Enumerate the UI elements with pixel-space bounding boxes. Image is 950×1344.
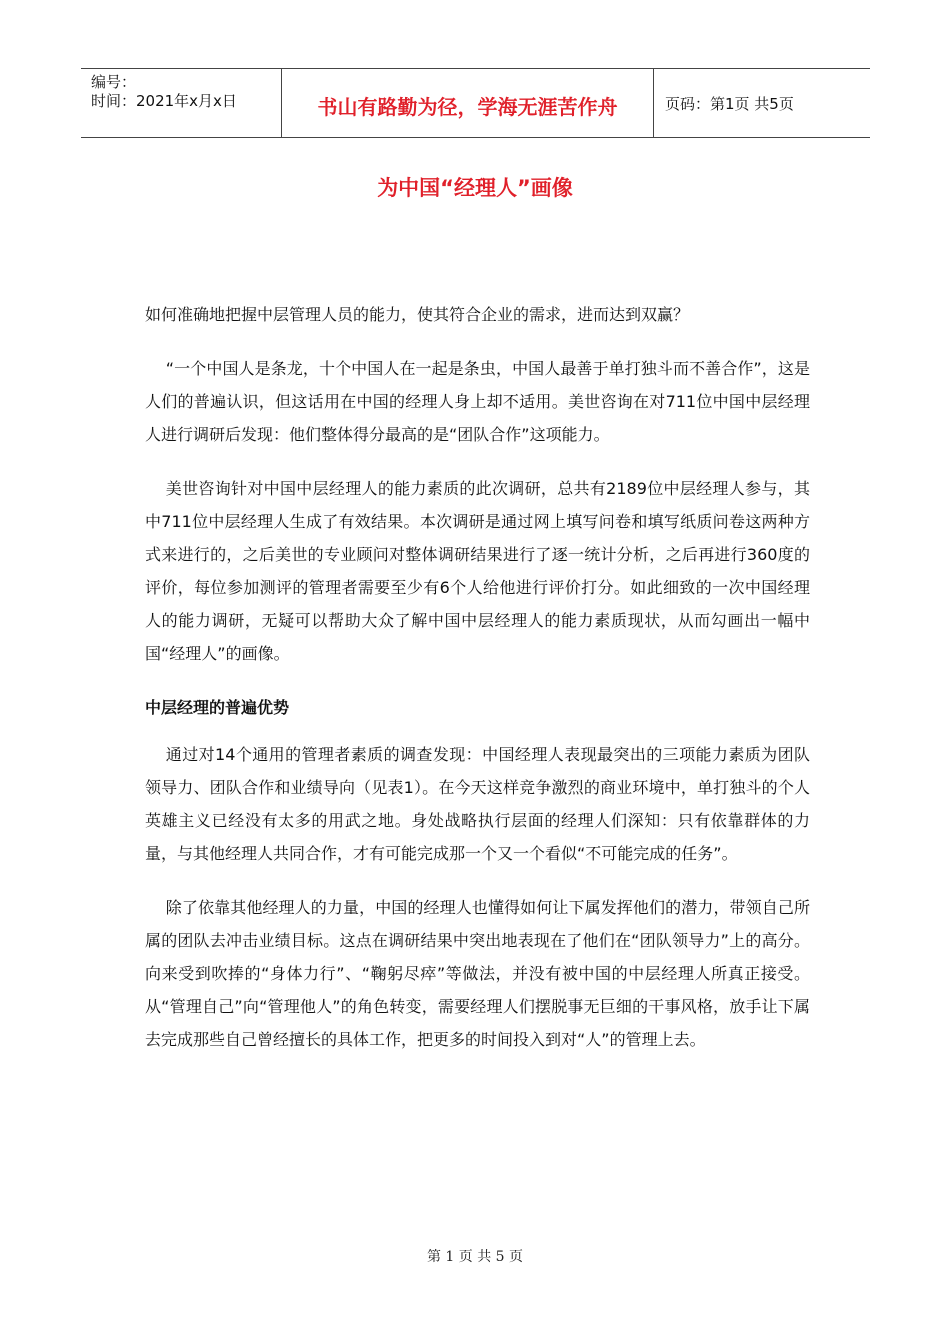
body-paragraph: 通过对14个通用的管理者素质的调查发现：中国经理人表现最突出的三项能力素质为团队领导力、团队合作和业绩导向（见表1）。在今天这样竞争激烈的商业环境中，单打独斗的个人英雄主义已经没有太多的用武之地。身处战略执行层面的经理人们深知：只有依靠群体的力量，与其他经理人共同合作，才有可能完成那一个又一个看似“不可能完成的任务”。 (145, 745, 810, 863)
body-paragraph: “一个中国人是条龙，十个中国人在一起是条虫，中国人最善于单打独斗而不善合作”，这是人们的普遍认识，但这话用在中国的经理人身上却不适用。美世咨询在对711位中国中层经理人进行调研后发现：他们整体得分最高的是“团队合作”这项能力。 (145, 359, 810, 444)
header-divider (653, 69, 654, 137)
header-motto: 书山有路勤为径，学海无涯苦作舟 (317, 95, 618, 119)
document-date: 时间：2021年x月x日 (91, 92, 237, 110)
body-paragraph: 美世咨询针对中国中层经理人的能力素质的此次调研，总共有2189位中层经理人参与，其中711位中层经理人生成了有效结果。本次调研是通过网上填写问卷和填写纸质问卷这两种方式来进行的，之后美世的专业顾问对整体调研结果进行了逐一统计分析，之后再进行360度的评价，每位参加测评的管理者需要至少有6个人给他进行评价打分。如此细致的一次中国经理人的能力调研，无疑可以帮助大众了解中国中层经理人的能力素质现状，从而勾画出一幅中国“经理人”的画像。 (145, 479, 810, 663)
header-page-info: 页码：第1页 共5页 (665, 95, 794, 113)
document-number-label: 编号： (91, 73, 137, 91)
header-table (81, 68, 870, 138)
section-heading: 中层经理的普遍优势 (145, 698, 290, 717)
body-paragraph: 如何准确地把握中层管理人员的能力，使其符合企业的需求，进而达到双赢？ (145, 305, 690, 324)
document-title: 为中国“经理人”画像 (377, 176, 573, 200)
header-meta (91, 73, 237, 111)
page-footer: 第 1 页 共 5 页 (426, 1249, 524, 1265)
body-paragraph: 除了依靠其他经理人的力量，中国的经理人也懂得如何让下属发挥他们的潜力，带领自己所属的团队去冲击业绩目标。这点在调研结果中突出地表现在了他们在“团队领导力”上的高分。向来受到吹捧的“身体力行”、“鞠躬尽瘁”等做法，并没有被中国的中层经理人所真正接受。从“管理自己”向“管理他人”的角色转变，需要经理人们摆脱事无巨细的干事风格，放手让下属去完成那些自己曾经擅长的具体工作，把更多的时间投入到对“人”的管理上去。 (145, 898, 810, 1049)
document-body (145, 298, 810, 1077)
